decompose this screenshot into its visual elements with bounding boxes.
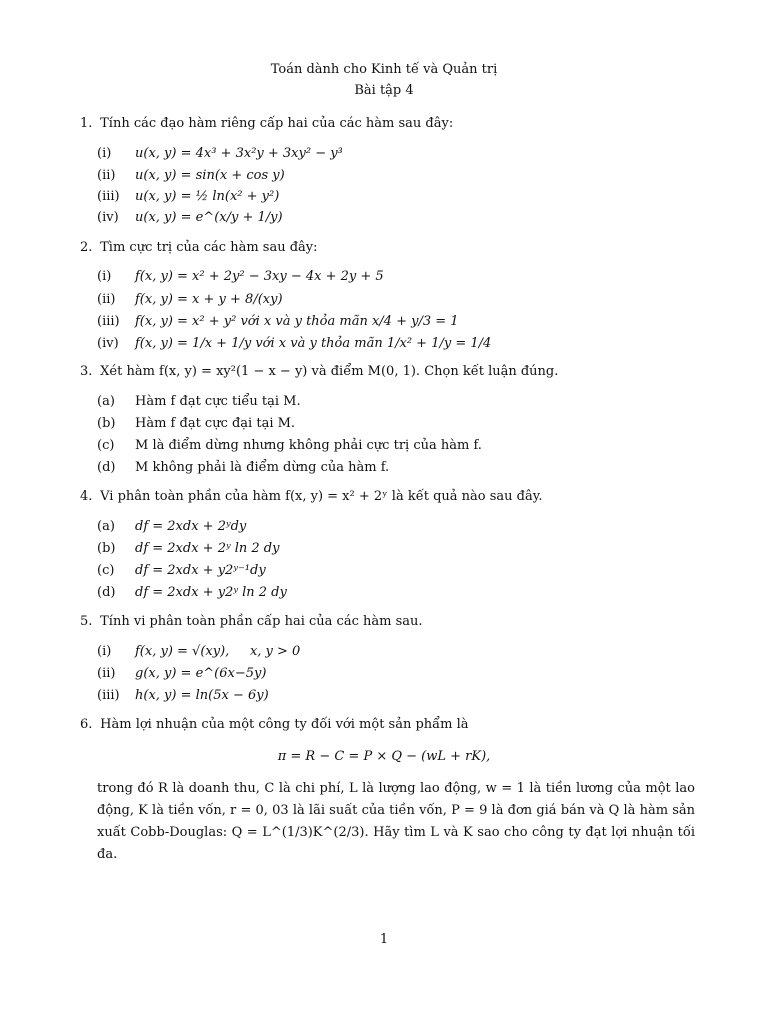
item-text: Hàm f đạt cực đại tại M. [135,416,296,431]
question-text: Tính các đạo hàm riêng cấp hai của các hàm sau đây: [100,116,454,131]
question-6 [80,717,695,733]
item-label: (d) [97,460,116,475]
item-math: f(x, y) = x² + 2y² − 3xy − 4x + 2y + 5 [135,269,384,284]
question-text: Xét hàm f(x, y) = xy²(1 − x − y) và điểm M(0, 1). Chọn kết luận đúng. [100,364,559,379]
question-text: Tính vi phân toàn phần cấp hai của các hàm sau. [100,614,423,629]
item-label: (ii) [97,168,116,183]
list-item [97,394,697,410]
question-number: 6. [80,717,93,732]
item-text: Hàm f đạt cực tiểu tại M. [135,394,301,409]
list-item [97,210,697,226]
item-label: (b) [97,541,116,556]
question-number: 1. [80,116,93,131]
document-title: Toán dành cho Kinh tế và Quản trị [270,62,498,77]
question-text: Hàm lợi nhuận của một công ty đối với một sản phẩm là [100,717,469,732]
item-label: (a) [97,519,115,534]
list-item [97,416,697,432]
list-item [97,688,697,704]
list-item [97,585,697,601]
item-math: u(x, y) = e^(x/y + 1/y) [135,210,283,225]
list-item [97,292,697,308]
list-item [97,269,697,285]
item-label: (b) [97,416,116,431]
question-number: 2. [80,240,93,255]
item-label: (iv) [97,210,119,225]
item-math: f(x, y) = x + y + 8/(xy) [135,292,283,307]
item-label: (iii) [97,189,120,204]
list-item [97,146,697,162]
item-text: M là điểm dừng nhưng không phải cực trị của hàm f. [135,438,482,453]
item-math: u(x, y) = 4x³ + 3x²y + 3xy² − y³ [135,146,343,161]
list-item [97,563,697,579]
item-math: f(x, y) = 1/x + 1/y với x và y thỏa mãn 1/x² + 1/y = 1/4 [135,336,492,351]
item-label: (iii) [97,688,120,703]
item-math: df = 2xdx + y2ʸ⁻¹dy [135,563,266,578]
list-item [97,644,697,660]
document-subtitle: Bài tập 4 [354,83,414,98]
item-label: (i) [97,644,112,659]
question-5 [80,614,695,630]
list-item [97,460,697,476]
item-math: h(x, y) = ln(5x − 6y) [135,688,269,703]
question-1 [80,116,695,132]
item-label: (ii) [97,666,116,681]
list-item [97,189,697,205]
item-math: df = 2xdx + 2ʸ ln 2 dy [135,541,280,556]
item-label: (ii) [97,292,116,307]
item-math: df = 2xdx + 2ʸdy [135,519,247,534]
question-4 [80,489,695,505]
list-item [97,519,697,535]
item-math: u(x, y) = ½ ln(x² + y²) [135,189,280,204]
item-math: df = 2xdx + y2ʸ ln 2 dy [135,585,287,600]
question-6-paragraph: trong đó R là doanh thu, C là chi phí, L là lượng lao động, w = 1 là tiền lương của một lao động, K là tiền vốn, r = 0, 03 là lãi suất của tiền vốn, P = 9 là đơn giá bán và Q là hàm sản xuất Cobb-Douglas: Q = L^(1/3)K^(2/3). Hãy tìm L và K sao cho công ty đạt lợi nhuận tối đa. [97,781,695,862]
item-text: M không phải là điểm dừng của hàm f. [135,460,390,475]
item-label: (i) [97,269,112,284]
list-item [97,168,697,184]
list-item [97,438,697,454]
item-math: u(x, y) = sin(x + cos y) [135,168,285,183]
question-number: 5. [80,614,93,629]
list-item [97,666,697,682]
item-label: (d) [97,585,116,600]
list-item [97,314,697,330]
list-item [97,541,697,557]
question-text: Tìm cực trị của các hàm sau đây: [100,240,318,255]
item-label: (i) [97,146,112,161]
item-label: (c) [97,438,115,453]
question-number: 3. [80,364,93,379]
item-label: (iv) [97,336,119,351]
item-label: (iii) [97,314,120,329]
item-label: (a) [97,394,115,409]
page-number: 1 [379,932,389,947]
question-text: Vi phân toàn phần của hàm f(x, y) = x² + 2ʸ là kết quả nào sau đây. [100,489,543,504]
question-3 [80,364,695,380]
profit-equation: π = R − C = P × Q − (wL + rK), [277,749,491,764]
item-label: (c) [97,563,115,578]
list-item [97,336,697,352]
question-number: 4. [80,489,93,504]
question-2 [80,240,695,256]
item-math: f(x, y) = x² + y² với x và y thỏa mãn x/4 + y/3 = 1 [135,314,459,329]
item-math: f(x, y) = √(xy), x, y > 0 [135,644,301,659]
item-math: g(x, y) = e^(6x−5y) [135,666,267,681]
